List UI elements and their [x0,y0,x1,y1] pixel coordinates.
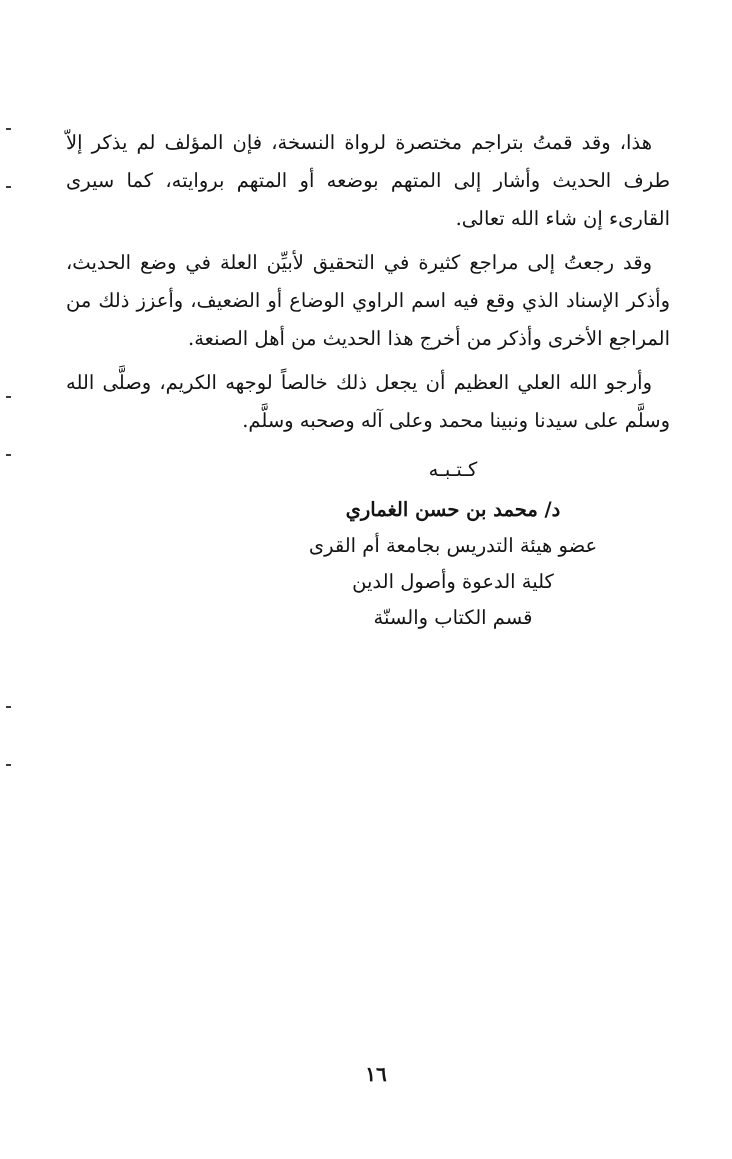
scan-edge-mark [6,128,11,130]
scan-edge-mark [6,396,11,398]
page-number: ١٦ [365,1062,387,1086]
scan-edge-mark [6,186,11,188]
author-faculty: كلية الدعوة وأصول الدين [352,570,554,593]
author-position: عضو هيئة التدريس بجامعة أم القرى [308,534,598,557]
author-name: د/ محمد بن حسن الغماري [345,498,561,521]
scan-edge-mark [6,764,11,766]
paragraph-translations-note: هذا، وقد قمتُ بتراجم مختصرة لرواة النسخة، فإن المؤلف لم يذكر إلاّ طرف الحديث وأشار إلى المتهم بوضعه أو المتهم بروايته، كما سيرى القارىء إن شاء الله تعالى. [66,131,670,230]
body-text [66,124,670,446]
paragraph-closing-prayer: وأرجو الله العلي العظيم أن يجعل ذلك خالصاً لوجهه الكريم، وصلَّى الله وسلَّم على سيدنا ونبينا محمد وعلى آله وصحبه وسلَّم. [66,371,670,432]
author-signature [66,452,670,636]
paragraph-references-note: وقد رجعتُ إلى مراجع كثيرة في التحقيق لأبيِّن العلة في وضع الحديث، وأذكر الإسناد الذي وقع فيه اسم الراوي الوضاع أو الضعيف، وأعزز ذلك من المراجع الأخرى وأذكر من أخرج هذا الحديث من أهل الصنعة. [66,251,670,350]
scan-edge-mark [6,454,11,456]
author-department: قسم الكتاب والسنّة [373,606,533,629]
signature-heading: كـتـبـه [428,458,478,481]
scan-edge-mark [6,706,11,708]
